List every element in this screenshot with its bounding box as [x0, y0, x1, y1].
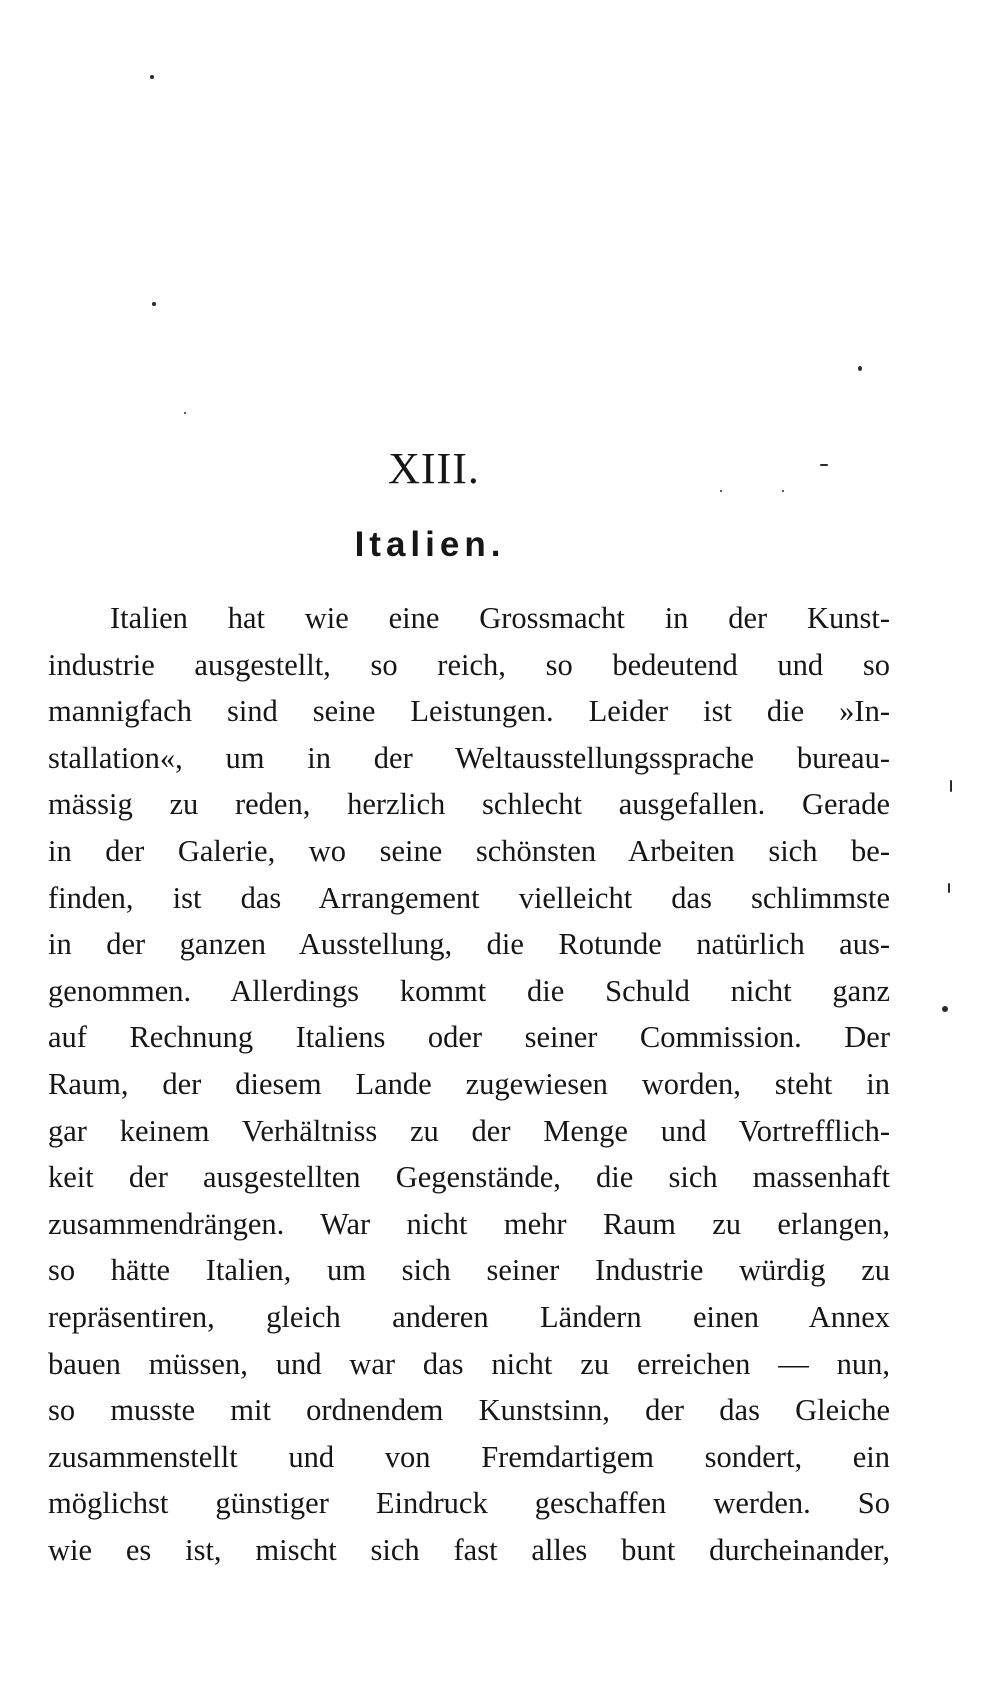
scan-speck [150, 75, 154, 79]
text-line: so musste mit ordnendem Kunstsinn, der das Gleiche [48, 1393, 890, 1428]
text-line: möglichst günstiger Eindruck geschaffen werden. So [48, 1486, 890, 1521]
scan-speck [950, 780, 952, 792]
text-line: Raum, der diesem Lande zugewiesen worden, steht in [48, 1066, 890, 1101]
text-line: stallation«, um in der Weltausstellungssprache bureau- [48, 740, 890, 775]
text-line: finden, ist das Arrangement vielleicht das schlimmste [48, 880, 890, 915]
text-line: Italien hat wie eine Grossmacht in der Kunst- [110, 601, 890, 635]
text-line: keit der ausgestellten Gegenstände, die sich massenhaft [48, 1160, 890, 1195]
scan-speck [152, 302, 156, 306]
text-line: in der Galerie, wo seine schönsten Arbeiten sich be- [48, 833, 890, 868]
chapter-number: XIII. [388, 444, 480, 493]
scan-speck [942, 1006, 948, 1012]
text-line: industrie ausgestellt, so reich, so bedeutend und so [48, 647, 890, 682]
text-line: zusammenstellt und von Fremdartigem sondert, ein [48, 1439, 890, 1474]
text-line: auf Rechnung Italiens oder seiner Commission. Der [48, 1020, 890, 1055]
body-text [48, 595, 890, 1573]
text-line: repräsentiren, gleich anderen Ländern einen Annex [48, 1299, 890, 1334]
text-line: in der ganzen Ausstellung, die Rotunde natürlich aus- [48, 927, 890, 962]
text-line: so hätte Italien, um sich seiner Industrie würdig zu [48, 1253, 890, 1288]
text-line: wie es ist, mischt sich fast alles bunt durcheinander, [48, 1532, 890, 1567]
text-line: bauen müssen, und war das nicht zu erreichen — nun, [48, 1346, 890, 1381]
text-line: mannigfach sind seine Leistungen. Leider ist die »In- [48, 694, 890, 729]
text-line: zusammendrängen. War nicht mehr Raum zu erlangen, [48, 1206, 890, 1241]
text-line: mässig zu reden, herzlich schlecht ausgefallen. Gerade [48, 787, 890, 822]
scan-speck [184, 412, 186, 414]
scan-speck [858, 366, 862, 371]
text-line: gar keinem Verhältniss zu der Menge und Vortrefflich- [48, 1113, 890, 1148]
text-line: genommen. Allerdings kommt die Schuld nicht ganz [48, 973, 890, 1008]
chapter-title: Italien. [354, 525, 506, 564]
scan-speck [948, 883, 950, 893]
